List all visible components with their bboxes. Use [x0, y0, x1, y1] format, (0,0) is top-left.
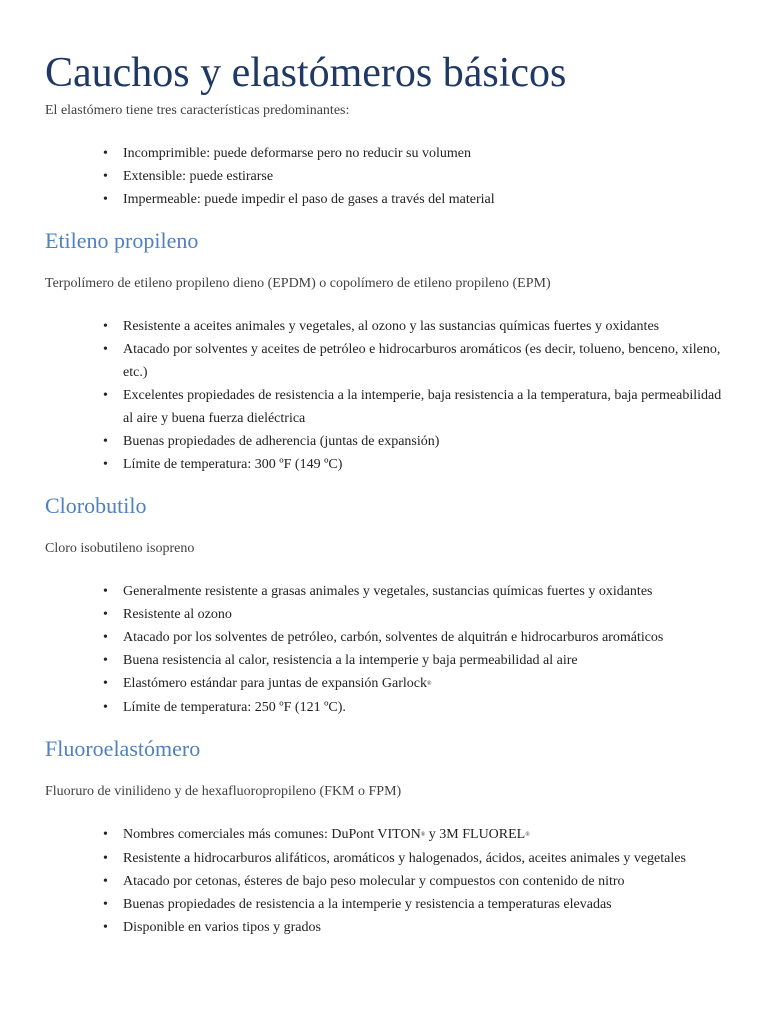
list-item: • Nombres comerciales más comunes: DuPont VITON® y 3M FLUOREL®: [123, 823, 728, 847]
registered-mark: ®: [525, 832, 530, 838]
list-item: • Disponible en varios tipos y grados: [123, 916, 728, 939]
list-item: • Generalmente resistente a grasas animales y vegetales, sustancias químicas fuertes y oxidantes: [123, 580, 728, 603]
list-item: • Resistente a aceites animales y vegetales, al ozono y las sustancias químicas fuertes y oxidantes: [123, 315, 728, 338]
bullet-icon: •: [103, 457, 108, 472]
list-item: • Atacado por los solventes de petróleo, carbón, solventes de alquitrán e hidrocarburos aromáticos: [123, 626, 728, 649]
list-item: • Excelentes propiedades de resistencia a la intemperie, baja resistencia a la temperatura, baja permeabilidad al aire y buena fuerza dieléctrica: [123, 384, 728, 430]
list-item: • Elastómero estándar para juntas de expansión Garlock®: [123, 672, 728, 696]
section-heading-clorobutilo: Clorobutilo: [45, 493, 147, 518]
bullet-icon: •: [103, 584, 108, 599]
bullet-icon: •: [103, 897, 108, 912]
list-item: • Buena resistencia al calor, resistencia a la intemperie y baja permeabilidad al aire: [123, 649, 728, 672]
section-description: Cloro isobutileno isopreno: [45, 541, 195, 556]
bullet-icon: •: [103, 630, 108, 645]
registered-mark: ®: [420, 832, 426, 838]
intro-list: [45, 142, 728, 211]
section-description: Fluoruro de vinilideno y de hexafluoropropileno (FKM o FPM): [45, 784, 402, 799]
section-list-clorobutilo: [45, 580, 728, 719]
list-item: • Límite de temperatura: 300 ºF (149 ºC): [123, 453, 728, 476]
list-item: • Límite de temperatura: 250 ºF (121 ºC).: [123, 696, 728, 719]
section-list-etileno-propileno: [45, 315, 728, 476]
bullet-icon: •: [103, 434, 108, 449]
bullet-icon: •: [103, 851, 108, 866]
bullet-icon: •: [103, 700, 108, 715]
bullet-icon: •: [103, 146, 108, 161]
list-item: • Resistente a hidrocarburos alifáticos, aromáticos y halogenados, ácidos, aceites animales y vegetales: [123, 847, 728, 870]
list-item: • Buenas propiedades de adherencia (juntas de expansión): [123, 430, 728, 453]
list-item: • Extensible: puede estirarse: [123, 165, 728, 188]
list-item: • Impermeable: puede impedir el paso de gases a través del material: [123, 188, 728, 211]
list-item: • Buenas propiedades de resistencia a la intemperie y resistencia a temperaturas elevadas: [123, 893, 728, 916]
bullet-icon: •: [103, 319, 108, 334]
bullet-icon: •: [103, 676, 108, 691]
section-description: Terpolímero de etileno propileno dieno (EPDM) o copolímero de etileno propileno (EPM): [45, 276, 551, 291]
section-heading-etileno-propileno: Etileno propileno: [45, 228, 199, 253]
section-list-fluoroelastomero: [45, 823, 728, 939]
bullet-icon: •: [103, 192, 108, 207]
registered-mark: ®: [427, 681, 432, 687]
bullet-icon: •: [103, 607, 108, 622]
bullet-icon: •: [103, 920, 108, 935]
page-title: Cauchos y elastómeros básicos: [45, 50, 567, 96]
bullet-icon: •: [103, 169, 108, 184]
bullet-icon: •: [103, 874, 108, 889]
bullet-icon: •: [103, 827, 108, 842]
section-heading-fluoroelastomero: Fluoroelastómero: [45, 736, 201, 761]
bullet-icon: •: [103, 653, 108, 668]
list-item: • Atacado por solventes y aceites de petróleo e hidrocarburos aromáticos (es decir, tolueno, benceno, xileno, etc.): [123, 338, 728, 384]
list-item: • Resistente al ozono: [123, 603, 728, 626]
list-item: • Incomprimible: puede deformarse pero no reducir su volumen: [123, 142, 728, 165]
bullet-icon: •: [103, 342, 108, 357]
intro-paragraph: El elastómero tiene tres características predominantes:: [45, 103, 350, 118]
bullet-icon: •: [103, 388, 108, 403]
list-item: • Atacado por cetonas, ésteres de bajo peso molecular y compuestos con contenido de nitro: [123, 870, 728, 893]
